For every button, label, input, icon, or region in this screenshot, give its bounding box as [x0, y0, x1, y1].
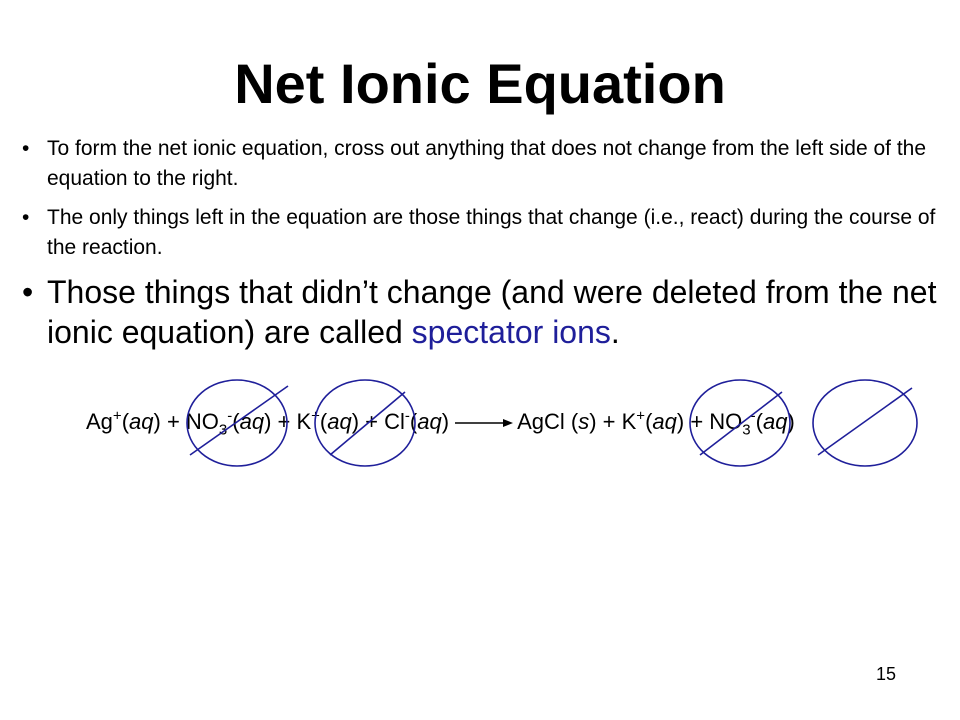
plus-sign: + — [596, 409, 622, 434]
plus-sign: + — [271, 409, 297, 434]
potassium-ion-product: K+(aq) — [621, 407, 685, 434]
ag-ion: Ag+(aq) — [86, 407, 161, 434]
main-bullet-text: Those things that didn’t change (and were deleted from the net ionic equation) are called — [47, 274, 937, 350]
bullet-dot-icon: • — [22, 137, 30, 160]
bullet-dot-icon: • — [22, 206, 30, 229]
bullet-item — [22, 134, 942, 194]
main-bullet-end: . — [610, 314, 620, 350]
slide-title: Net Ionic Equation — [234, 52, 726, 115]
potassium-ion-reactant: K+(aq) — [296, 407, 360, 434]
chemical-equation — [86, 406, 946, 438]
bullet-list — [22, 134, 942, 352]
page-number: 15 — [875, 664, 896, 684]
bullet-text: To form the net ionic equation, cross out anything that does not change from the left side of the equation to the right. — [47, 137, 927, 190]
nitrate-ion-product: $NO_3^-(aq)$ — [709, 407, 795, 439]
bullet-text: The only things left in the equation are those things that change (i.e., react) during the course of the reaction. — [47, 206, 936, 259]
chloride-ion: Cl-(aq) — [384, 407, 450, 434]
main-bullet-item — [22, 272, 942, 352]
nitrate-ion-reactant: $NO_3^-(aq)$ — [185, 407, 272, 439]
plus-sign: + — [684, 409, 710, 434]
spectator-ions-term: spectator ions — [411, 314, 611, 350]
plus-sign: + — [359, 409, 385, 434]
bullet-dot-icon: • — [22, 274, 34, 310]
silver-chloride: AgCl (s) — [517, 409, 597, 434]
bullet-item — [22, 203, 942, 263]
reaction-arrow-icon — [455, 417, 513, 429]
plus-sign: + — [160, 409, 186, 434]
